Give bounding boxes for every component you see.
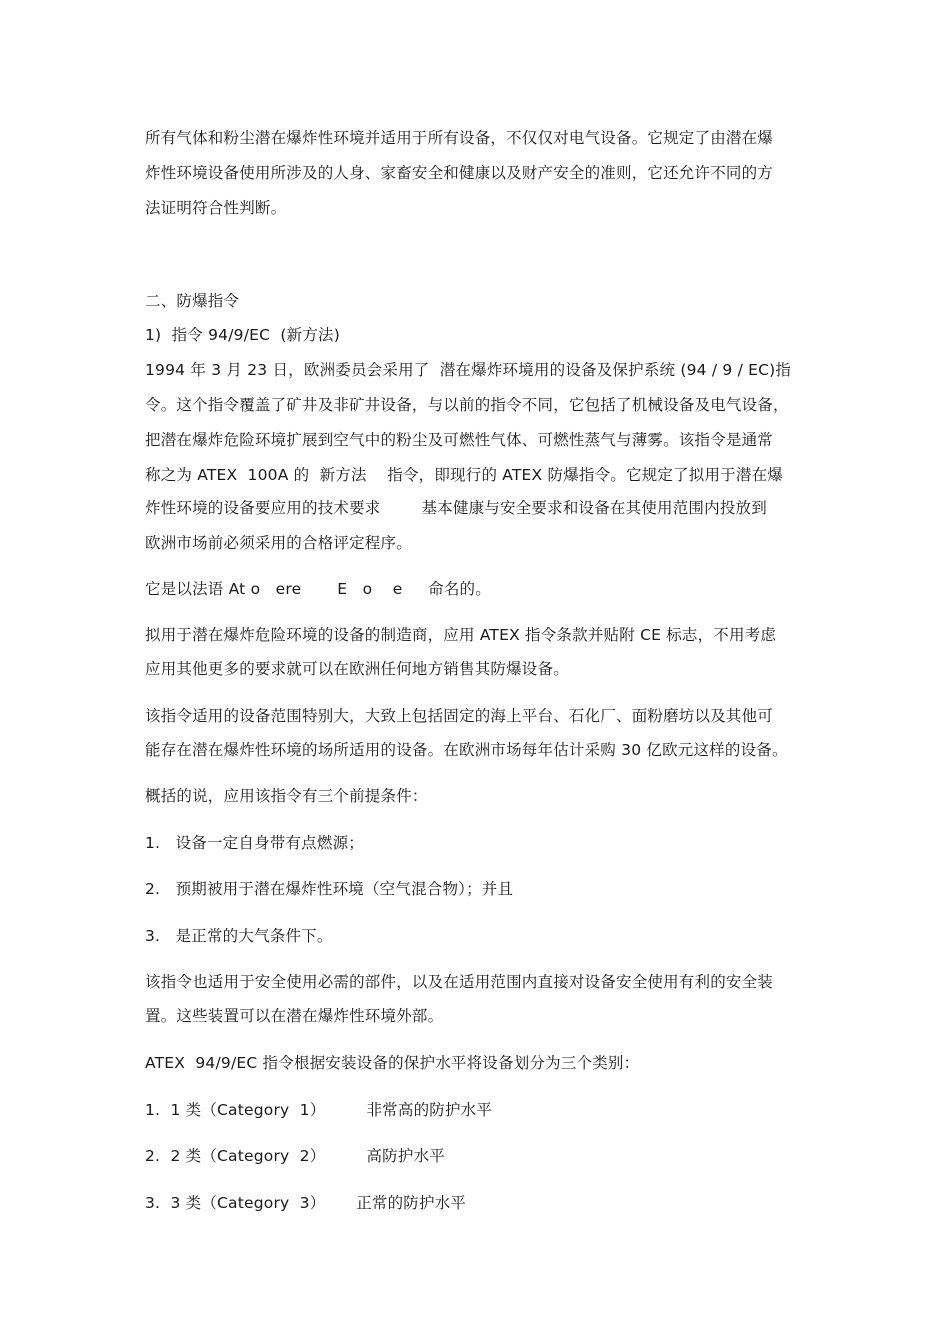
list-item: 2. 预期被用于潜在爆炸性环境（空气混合物）；并且 <box>145 880 514 898</box>
text-line: 该指令也适用于安全使用必需的部件，以及在适用范围内直接对设备安全使用有利的安全装 <box>145 973 774 991</box>
text-line: 炸性环境的设备要应用的技术要求 基本健康与安全要求和设备在其使用范围内投放到 <box>145 499 767 517</box>
text-line: 它是以法语 At o ere E o e 命名的。 <box>145 580 491 598</box>
section-heading: 二、防爆指令 <box>145 292 240 310</box>
text-line: 1994 年 3 月 23 日，欧洲委员会采用了 潜在爆炸环境用的设备及保护系统 (94 / 9 / EC)指 <box>145 361 792 379</box>
list-item: 3. 是正常的大气条件下。 <box>145 927 333 945</box>
text-line: 该指令适用的设备范围特别大，大致上包括固定的海上平台、石化厂、面粉磨坊以及其他可 <box>145 707 774 725</box>
list-item: 1. 1 类（Category 1） 非常高的防护水平 <box>145 1101 493 1119</box>
text-line: 把潜在爆炸危险环境扩展到空气中的粉尘及可燃性气体、可燃性蒸气与薄雾。该指令是通常 <box>145 431 774 449</box>
text-line: 欧洲市场前必须采用的合格评定程序。 <box>145 534 412 552</box>
list-item: 3. 3 类（Category 3） 正常的防护水平 <box>145 1194 467 1212</box>
text-line: 称之为 ATEX 100A 的 新方法 指令，即现行的 ATEX 防爆指令。它规定了拟用于潜在爆 <box>145 466 783 484</box>
text-line: 应用其他更多的要求就可以在欧洲任何地方销售其防爆设备。 <box>145 660 569 678</box>
text-line: ATEX 94/9/EC 指令根据安装设备的保护水平将设备划分为三个类别： <box>145 1054 640 1072</box>
text-line: 法证明符合性判断。 <box>145 199 287 217</box>
list-item: 2. 2 类（Category 2） 高防护水平 <box>145 1147 445 1165</box>
text-line: 置。这些装置可以在潜在爆炸性环境外部。 <box>145 1007 444 1025</box>
text-line: 所有气体和粉尘潜在爆炸性环境并适用于所有设备，不仅仅对电气设备。它规定了由潜在爆 <box>145 129 774 147</box>
subsection-heading: 1) 指令 94/9/EC (新方法) <box>145 326 340 344</box>
text-line: 能存在潜在爆炸性环境的场所适用的设备。在欧洲市场每年估计采购 30 亿欧元这样的设备。 <box>145 741 788 759</box>
text-line: 炸性环境设备使用所涉及的人身、家畜安全和健康以及财产安全的准则，它还允许不同的方 <box>145 164 774 182</box>
text-line: 概括的说，应用该指令有三个前提条件： <box>145 787 428 805</box>
text-line: 令。这个指令覆盖了矿井及非矿井设备，与以前的指令不同，它包括了机械设备及电气设备， <box>145 396 789 414</box>
list-item: 1. 设备一定自身带有点燃源； <box>145 834 364 852</box>
text-line: 拟用于潜在爆炸危险环境的设备的制造商，应用 ATEX 指令条款并贴附 CE 标志，不用考虑 <box>145 626 777 644</box>
